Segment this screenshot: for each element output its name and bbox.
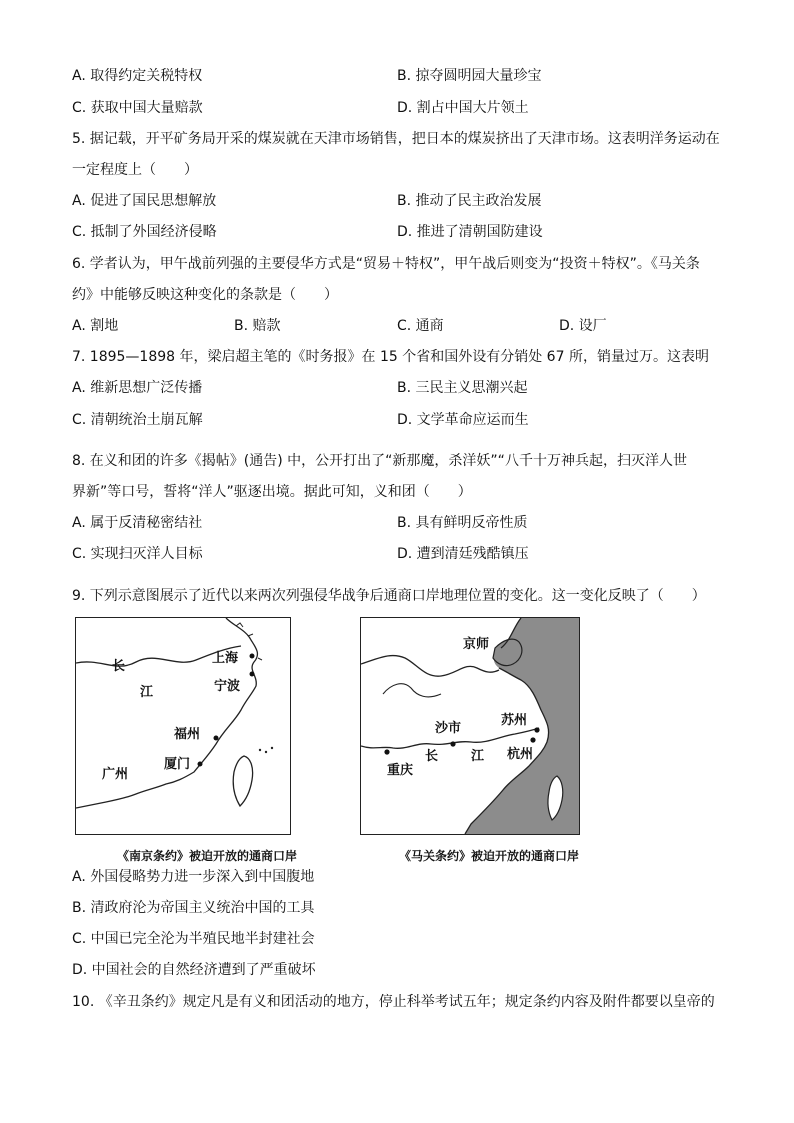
shashi-dot	[450, 741, 455, 746]
label-chang-2: 长	[425, 749, 439, 764]
q5-option-b: B. 推动了民主政治发展	[397, 193, 542, 209]
taiwan-island	[233, 756, 252, 806]
q5-stem-line1: 5. 据记载，开平矿务局开采的煤炭就在天津市场销售，把日本的煤炭挤出了天津市场。这表明洋务运动在	[72, 131, 720, 147]
q9-option-a: A. 外国侵略势力进一步深入到中国腹地	[72, 869, 315, 885]
label-jiang: 江	[140, 685, 154, 700]
river-branch	[383, 684, 441, 697]
label-xiamen: 厦门	[164, 757, 191, 772]
label-fuzhou: 福州	[174, 727, 201, 742]
q4-option-a: A. 取得约定关税特权	[72, 68, 203, 84]
label-suzhou: 苏州	[501, 713, 528, 728]
q6-option-c: C. 通商	[397, 318, 444, 334]
q7-option-a: A. 维新思想广泛传播	[72, 380, 203, 396]
suzhou-dot	[534, 727, 539, 732]
q8-option-b: B. 具有鲜明反帝性质	[397, 515, 528, 531]
q10-stem-line1: 10. 《辛丑条约》规定凡是有义和团活动的地方，停止科举考试五年；规定条约内容及附件都要以皇帝的	[72, 994, 715, 1010]
q9-option-d: D. 中国社会的自然经济遭到了严重破坏	[72, 962, 316, 978]
q9-option-b: B. 清政府沦为帝国主义统治中国的工具	[72, 900, 315, 916]
q4-option-b: B. 掠夺圆明园大量珍宝	[397, 68, 542, 84]
island-dot	[259, 749, 261, 751]
ningbo-dot	[250, 672, 255, 677]
xiamen-dot	[198, 762, 203, 767]
map-nanjing-treaty	[75, 617, 291, 835]
q8-stem-line2: 界新”等口号，誓将“洋人”驱逐出境。据此可知，义和团（ ）	[72, 484, 472, 500]
label-chang: 长	[112, 659, 126, 674]
q8-option-a: A. 属于反清秘密结社	[72, 515, 203, 531]
q5-option-c: C. 抵制了外国经济侵略	[72, 224, 217, 240]
q8-option-c: C. 实现扫灭洋人目标	[72, 546, 203, 562]
q8-stem-line1: 8. 在义和团的许多《揭帖》(通告) 中，公开打出了“新那魔，杀洋妖”“八千十万神兵起，扫灭洋人世	[72, 453, 687, 469]
label-guangzhou: 广州	[102, 767, 129, 782]
map2-caption: 《马关条约》被迫开放的通商口岸	[399, 849, 580, 863]
map-maguan-treaty	[360, 617, 580, 835]
shanghai-dot	[250, 654, 255, 659]
label-jingshi: 京师	[463, 637, 490, 652]
map-nanjing-svg	[76, 618, 290, 834]
island-dot	[265, 751, 267, 753]
q5-stem-line2: 一定程度上（ ）	[72, 162, 198, 178]
q6-option-a: A. 割地	[72, 318, 119, 334]
hangzhou-dot	[530, 737, 535, 742]
q6-stem-line1: 6. 学者认为，甲午战前列强的主要侵华方式是“贸易＋特权”，甲午战后则变为“投资＋特权”。《马关条	[72, 256, 700, 272]
q8-option-d: D. 遭到清廷残酷镇压	[397, 546, 529, 562]
label-hangzhou: 杭州	[507, 747, 534, 762]
q7-option-c: C. 清朝统治土崩瓦解	[72, 412, 203, 428]
q9-option-c: C. 中国已完全沦为半殖民地半封建社会	[72, 931, 315, 947]
q5-option-a: A. 促进了国民思想解放	[72, 193, 217, 209]
map1-caption: 《南京条约》被迫开放的通商口岸	[117, 849, 298, 863]
yellow-river-line	[361, 656, 499, 677]
q9-stem-line1: 9. 下列示意图展示了近代以来两次列强侵华战争后通商口岸地理位置的变化。这一变化反映了（ ）	[72, 588, 706, 604]
q7-option-d: D. 文学革命应运而生	[397, 412, 529, 428]
q6-option-d: D. 设厂	[559, 318, 607, 334]
q6-option-b: B. 赔款	[234, 318, 281, 334]
island-dot	[271, 747, 273, 749]
label-ningbo: 宁波	[214, 679, 241, 694]
label-shanghai: 上海	[212, 651, 239, 666]
q4-option-d: D. 割占中国大片领土	[397, 100, 529, 116]
q5-option-d: D. 推进了清朝国防建设	[397, 224, 543, 240]
label-jiang-2: 江	[471, 749, 485, 764]
q4-option-c: C. 获取中国大量赔款	[72, 100, 203, 116]
label-chongqing: 重庆	[387, 763, 414, 778]
fuzhou-dot	[214, 736, 219, 741]
chongqing-dot	[384, 749, 389, 754]
q6-stem-line2: 约》中能够反映这种变化的条款是（ ）	[72, 287, 338, 303]
q7-stem-line1: 7. 1895—1898 年，梁启超主笔的《时务报》在 15 个省和国外设有分销处 67 所，销量过万。这表明	[72, 349, 709, 365]
label-shashi: 沙市	[435, 721, 462, 736]
map-maguan-svg	[361, 618, 579, 834]
q7-option-b: B. 三民主义思潮兴起	[397, 380, 528, 396]
